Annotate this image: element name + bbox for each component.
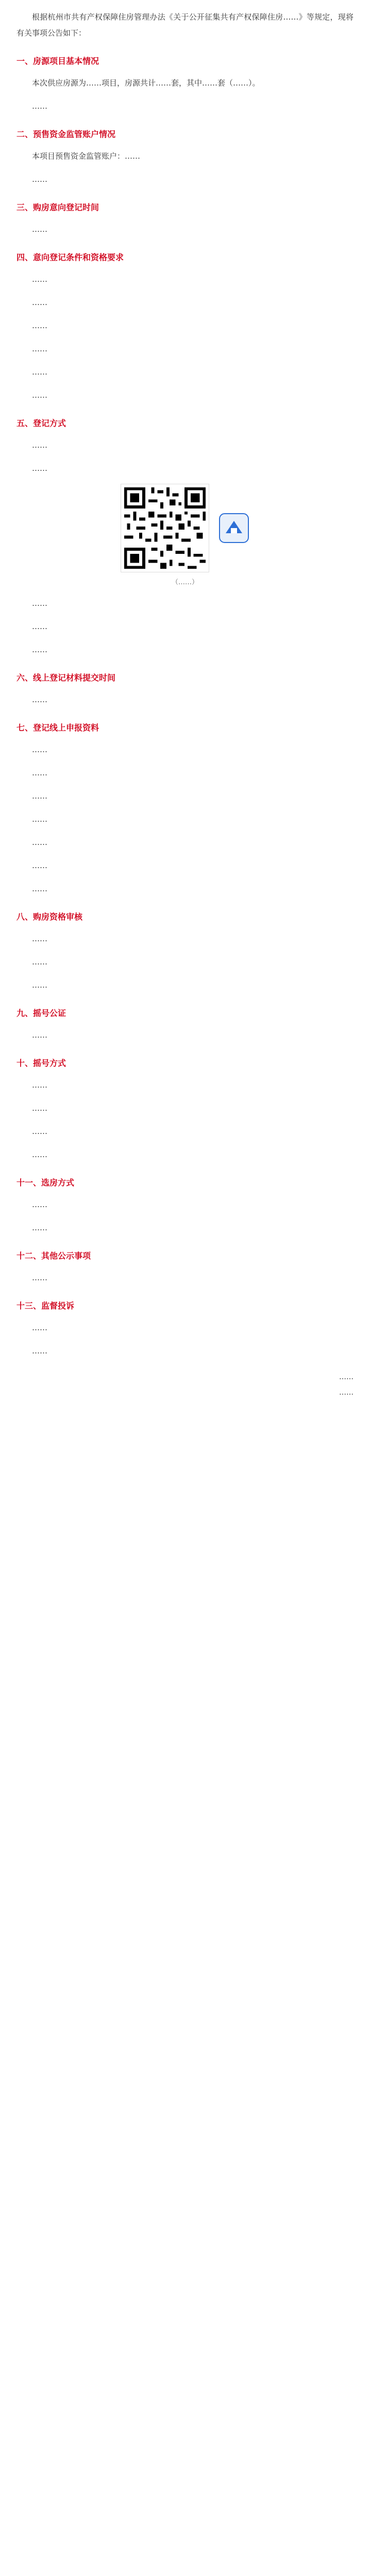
section-paragraph: …… bbox=[32, 745, 47, 754]
sections bbox=[16, 54, 354, 1359]
qr-caption: （……） bbox=[171, 579, 198, 586]
section-paragraph: 本次供应房源为……项目，房源共计……套，其中……套（……）。 bbox=[32, 78, 260, 88]
section-paragraph: …… bbox=[32, 645, 47, 654]
section-paragraph: …… bbox=[32, 884, 47, 893]
section-paragraph: …… bbox=[32, 791, 47, 801]
section-title: 十三、监督投诉 bbox=[16, 1301, 75, 1311]
section-11 bbox=[16, 1175, 354, 1236]
section-12 bbox=[16, 1248, 354, 1286]
section-title: 六、线上登记材料提交时间 bbox=[16, 673, 116, 683]
section-paragraph: …… bbox=[32, 298, 47, 307]
section-paragraph: …… bbox=[32, 440, 47, 450]
section-paragraph: …… bbox=[32, 768, 47, 777]
section-5 bbox=[16, 416, 354, 586]
section-paragraph: …… bbox=[32, 861, 47, 870]
section-paragraph: …… bbox=[32, 957, 47, 967]
section-10 bbox=[16, 1056, 354, 1163]
section-paragraph: …… bbox=[32, 464, 47, 473]
section-title: 五、登记方式 bbox=[16, 418, 66, 428]
section-paragraph: …… bbox=[32, 1127, 47, 1136]
section-title: 七、登记线上申报资料 bbox=[16, 723, 99, 733]
section-5-continued bbox=[16, 596, 354, 658]
section-paragraph: …… bbox=[32, 1150, 47, 1159]
section-title: 四、意向登记条件和资格要求 bbox=[16, 252, 124, 262]
section-title: 一、房源项目基本情况 bbox=[16, 56, 99, 66]
section-paragraph: …… bbox=[32, 934, 47, 943]
section-paragraph: …… bbox=[32, 225, 47, 234]
intro-paragraph: 根据杭州市共有产权保障住房管理办法《关于公开征集共有产权保障住房……》等规定，现将有关事项公告如下： bbox=[16, 12, 354, 38]
section-paragraph: …… bbox=[32, 344, 47, 353]
section-title: 十二、其他公示事项 bbox=[16, 1251, 91, 1261]
section-paragraph: …… bbox=[32, 1223, 47, 1232]
section-title: 十一、选房方式 bbox=[16, 1178, 75, 1188]
qr-code-icon bbox=[121, 484, 209, 572]
section-paragraph: …… bbox=[32, 599, 47, 608]
section-title: 十、摇号方式 bbox=[16, 1058, 66, 1068]
section-paragraph: …… bbox=[32, 367, 47, 377]
section-paragraph: …… bbox=[32, 175, 47, 184]
qr-row bbox=[121, 484, 249, 572]
section-paragraph: …… bbox=[32, 275, 47, 284]
section-paragraph: …… bbox=[32, 1200, 47, 1209]
section-2 bbox=[16, 127, 354, 188]
section-13 bbox=[16, 1298, 354, 1359]
section-paragraph: …… bbox=[32, 321, 47, 330]
section-title: 八、购房资格审核 bbox=[16, 912, 83, 922]
section-paragraph: …… bbox=[32, 980, 47, 990]
section-9 bbox=[16, 1006, 354, 1043]
app-logo-icon bbox=[218, 513, 249, 544]
section-paragraph: …… bbox=[32, 695, 47, 704]
qr-code-block bbox=[16, 484, 354, 586]
section-paragraph: …… bbox=[32, 622, 47, 631]
section-paragraph: …… bbox=[32, 815, 47, 824]
section-paragraph: …… bbox=[32, 1346, 47, 1355]
signature-date: …… bbox=[339, 1388, 354, 1397]
signature-org: …… bbox=[339, 1373, 354, 1381]
section-paragraph: 本项目预售资金监管账户：…… bbox=[32, 151, 141, 161]
section-paragraph: …… bbox=[32, 1030, 47, 1040]
section-title: 三、购房意向登记时间 bbox=[16, 202, 99, 212]
section-1 bbox=[16, 54, 354, 114]
intro bbox=[16, 9, 354, 41]
section-paragraph: …… bbox=[32, 838, 47, 847]
section-8 bbox=[16, 909, 354, 993]
section-paragraph: …… bbox=[32, 1080, 47, 1090]
section-paragraph: …… bbox=[32, 391, 47, 400]
section-paragraph: …… bbox=[32, 1104, 47, 1113]
section-4 bbox=[16, 250, 354, 403]
section-title: 二、预售资金监管账户情况 bbox=[16, 129, 116, 139]
section-title: 九、摇号公证 bbox=[16, 1008, 66, 1018]
section-6 bbox=[16, 670, 354, 708]
section-paragraph: …… bbox=[32, 1323, 47, 1332]
section-paragraph: …… bbox=[32, 101, 47, 111]
section-7 bbox=[16, 720, 354, 897]
section-paragraph: …… bbox=[32, 1273, 47, 1282]
section-3 bbox=[16, 200, 354, 238]
